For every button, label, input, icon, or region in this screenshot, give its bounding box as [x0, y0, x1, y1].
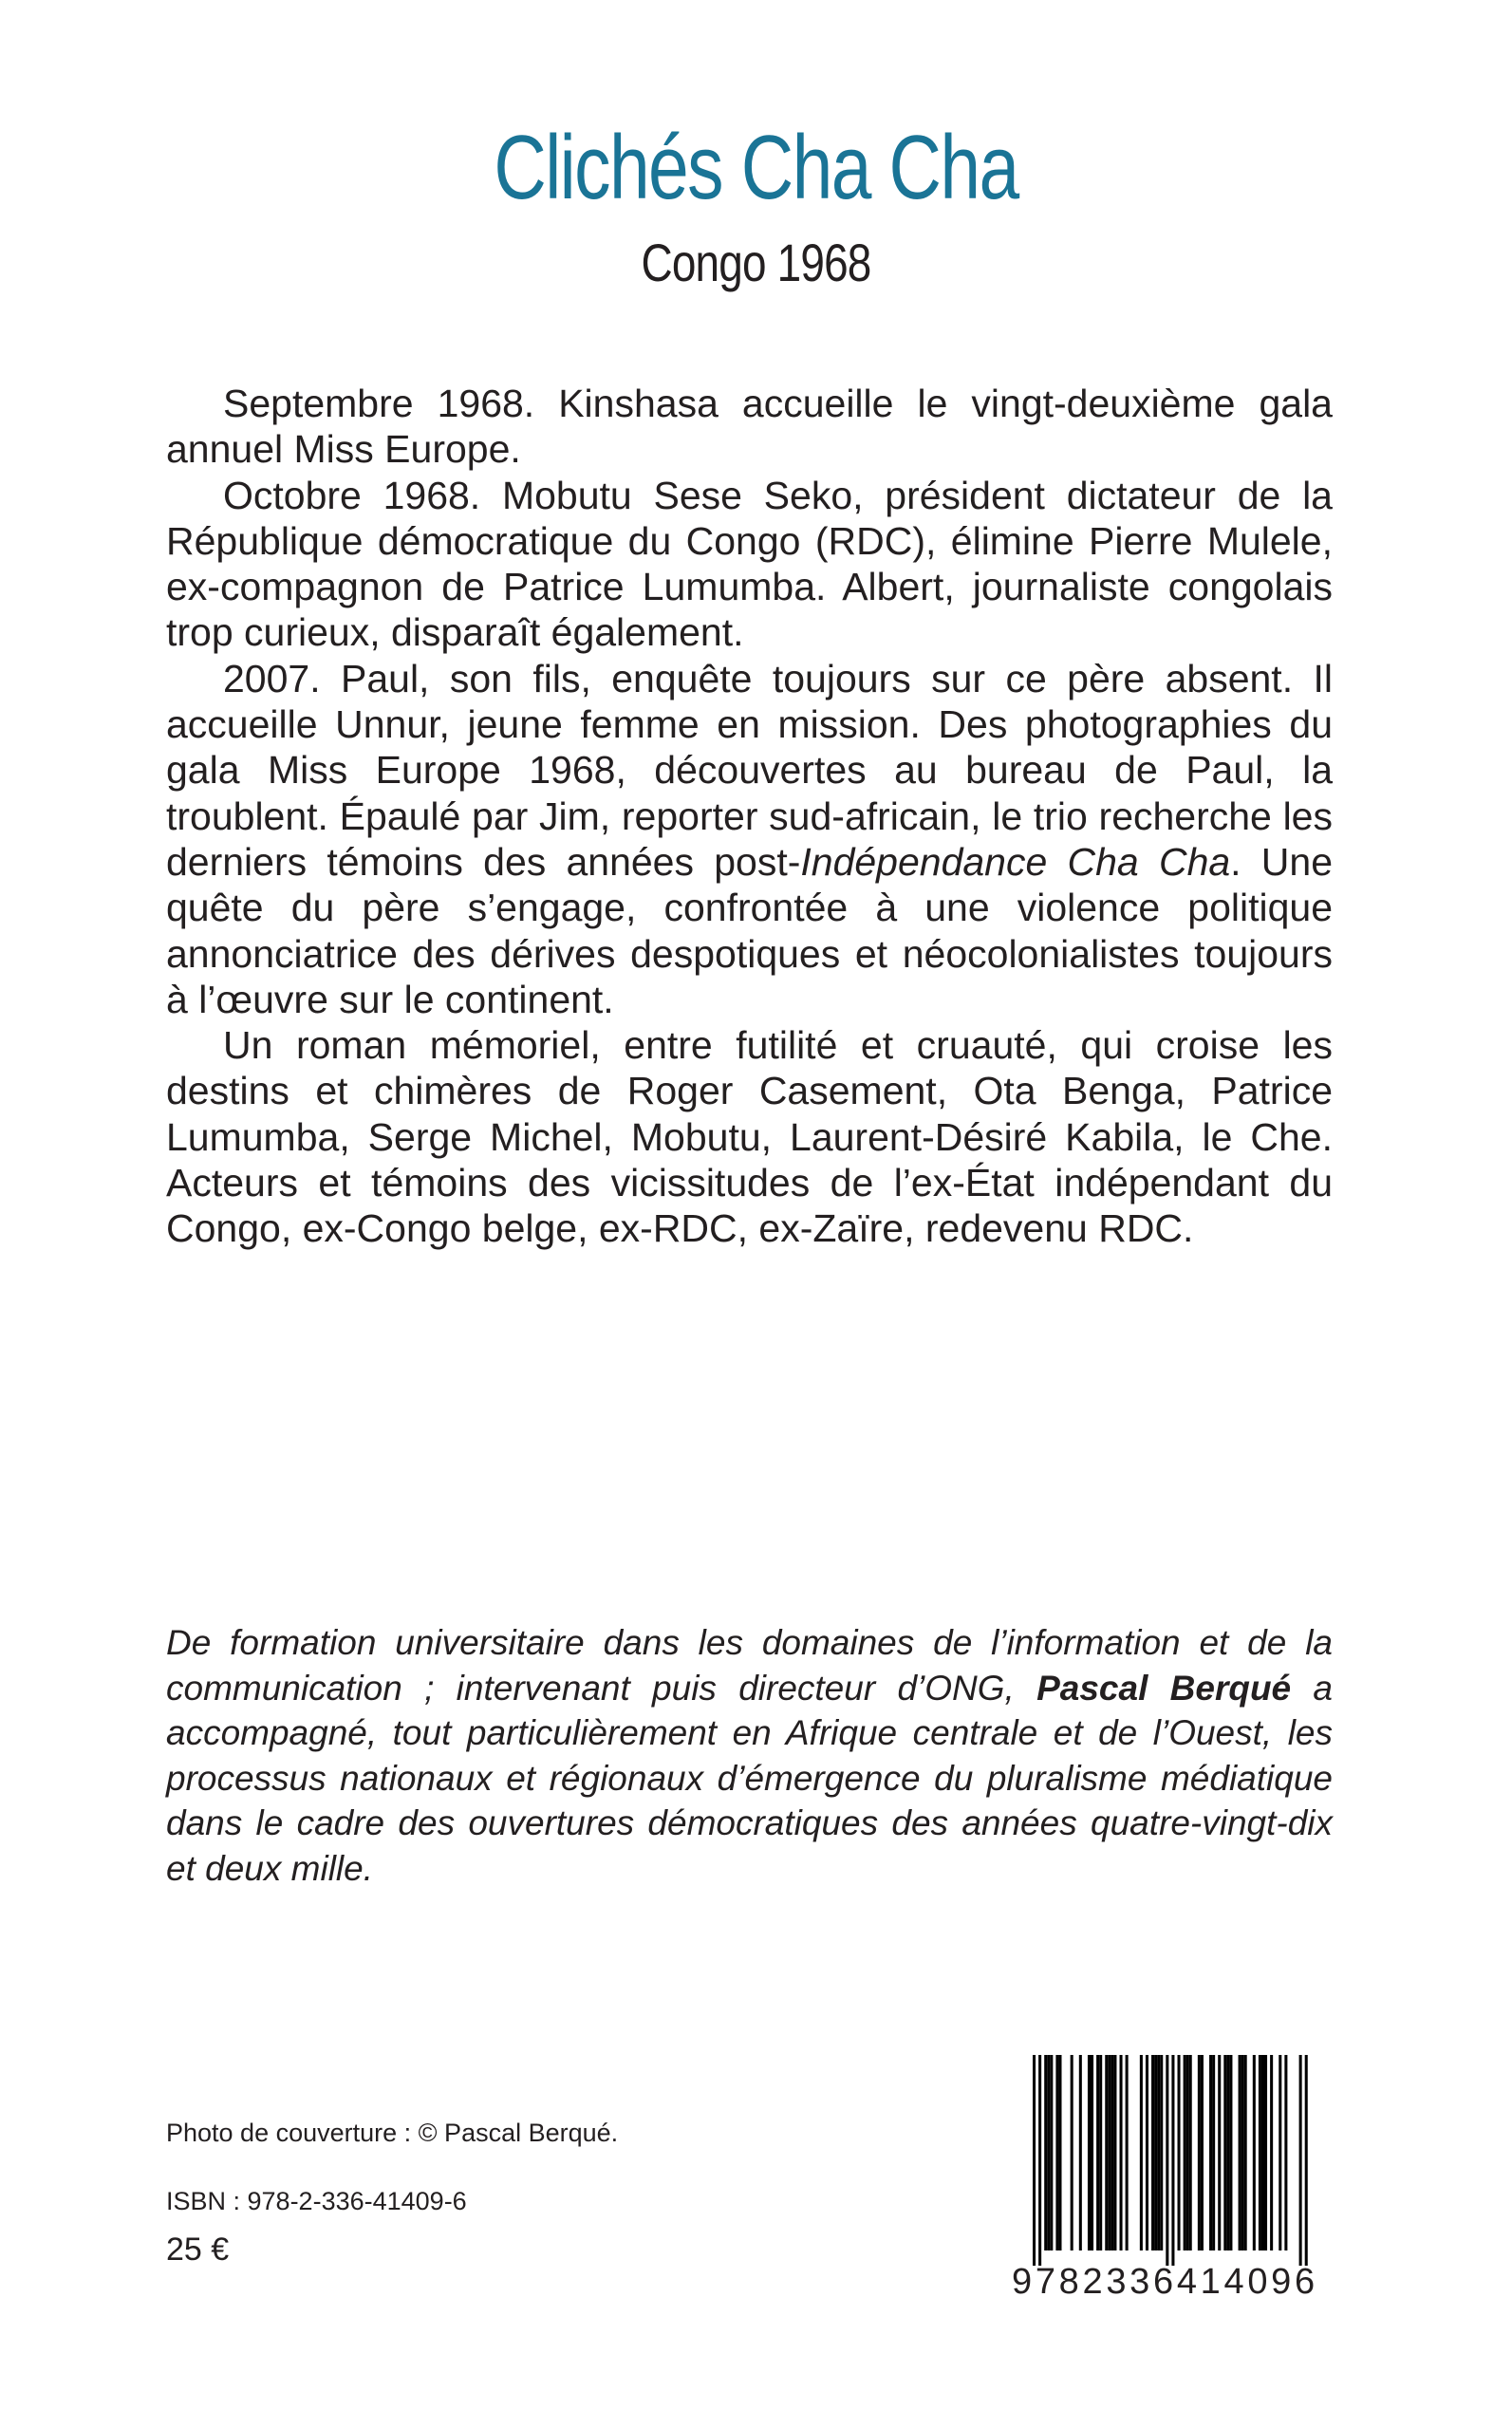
blurb-paragraph-4: Un roman mémoriel, entre futilité et cruauté, qui croise les destins et chimères de Roger Casement, Ota Benga, Patrice Lumumba, Serge Michel, Mobutu, Laurent-Désiré Kabila, le Che. Acteurs et témoins des vicissitudes de l’ex-État indépendant du Congo, ex-Congo belge, ex-RDC, ex-Zaïre, redevenu RDC.: [166, 1023, 1333, 1251]
barcode-bar: [1071, 2055, 1073, 2250]
barcode-bar: [1261, 2055, 1264, 2250]
barcode-bar: [1284, 2055, 1287, 2250]
back-cover-blurb: [166, 381, 1333, 1252]
blurb-paragraph-3-end: . Une quête du père s’engage, confrontée à une violence politique annonciatrice des dérives despotiques et néocolonialistes toujours à l’œuvre sur le continent.: [166, 839, 1334, 1021]
barcode-bar: [1160, 2055, 1163, 2250]
barcode-bar: [1055, 2055, 1058, 2250]
barcode-bar: [1157, 2055, 1160, 2250]
barcode-bar: [1171, 2055, 1174, 2266]
barcode-bar: [1108, 2055, 1111, 2250]
barcode-bars: [1012, 2055, 1323, 2266]
barcode-bar: [1212, 2055, 1215, 2250]
blurb-paragraph-1: Septembre 1968. Kinshasa accueille le vingt-deuxième gala annuel Miss Europe.: [166, 382, 1333, 472]
author-bio-start: De formation universitaire dans les domaines de l’information et de la communication ; intervenant puis directeur d’ONG,: [166, 1623, 1333, 1708]
barcode-bar: [1259, 2055, 1261, 2250]
isbn: ISBN : 978-2-336-41409-6: [166, 2187, 467, 2215]
barcode-bar: [1088, 2055, 1091, 2250]
barcode-bar: [1146, 2055, 1148, 2250]
barcode-bar: [1047, 2055, 1050, 2250]
barcode-bar: [1209, 2055, 1212, 2250]
barcode-bar: [1166, 2055, 1168, 2266]
blurb-paragraph-3: [166, 656, 1333, 1022]
book-title: Clichés Cha Cha: [494, 117, 1018, 218]
photo-credit: Photo de couverture : © Pascal Berqué.: [166, 2119, 619, 2147]
barcode-bar: [1226, 2055, 1229, 2250]
barcode-bar: [1189, 2055, 1192, 2250]
barcode-bar: [1111, 2055, 1113, 2250]
barcode-bar: [1033, 2055, 1036, 2266]
barcode-bar: [1151, 2055, 1154, 2250]
barcode-bar: [1091, 2055, 1093, 2250]
barcode-bar: [1178, 2055, 1181, 2250]
author-name: Pascal Berqué: [1036, 1668, 1292, 1708]
barcode-bar: [1099, 2055, 1102, 2250]
barcode-bar: [1186, 2055, 1189, 2250]
barcode-bar: [1218, 2055, 1221, 2250]
barcode-bar: [1239, 2055, 1241, 2250]
barcode-bar: [1223, 2055, 1226, 2250]
barcode-bar: [1244, 2055, 1247, 2250]
barcode-bar: [1229, 2055, 1232, 2250]
barcode-bar: [1198, 2055, 1201, 2250]
barcode-bar: [1079, 2055, 1082, 2250]
barcode-bar: [1279, 2055, 1281, 2250]
barcode-bar: [1126, 2055, 1129, 2250]
blurb-italic-phrase: Indépendance Cha Cha: [800, 839, 1231, 884]
barcode-bar: [1140, 2055, 1143, 2250]
barcode-bar: [1105, 2055, 1108, 2250]
author-bio-end: a accompagné, tout particulièrement en Afrique centrale et de l’Ouest, les processus nationaux et régionaux d’émergence du pluralisme médiatique dans le cadre des ouvertures démocratiques des années quatre-vingt-dix et deux mille.: [166, 1668, 1334, 1888]
author-bio: [166, 1620, 1333, 1891]
barcode-bar: [1113, 2055, 1116, 2250]
barcode-bar: [1096, 2055, 1099, 2250]
barcode-digits: 9782336414096: [1012, 2262, 1318, 2302]
barcode-bar: [1044, 2055, 1047, 2250]
barcode-bar: [1038, 2055, 1041, 2266]
barcode-bar: [1120, 2055, 1123, 2250]
book-subtitle: Congo 1968: [641, 233, 871, 292]
barcode-bar: [1253, 2055, 1256, 2250]
barcode-bar: [1305, 2055, 1308, 2266]
barcode-bar: [1264, 2055, 1267, 2250]
blurb-paragraph-3-start: 2007. Paul, son fils, enquête toujours sur ce père absent. Il accueille Unnur, jeune femme en mission. Des photographies du gala Miss Europe 1968, découvertes au bureau de Paul, la troublent. Épaulé par Jim, reporter sud-africain, le trio recherche les derniers témoins des années post-: [166, 656, 1333, 884]
barcode-bar: [1050, 2055, 1053, 2250]
isbn-barcode: [1012, 2055, 1323, 2311]
barcode-bar: [1058, 2055, 1061, 2250]
barcode-bar: [1154, 2055, 1157, 2250]
barcode-bar: [1184, 2055, 1186, 2250]
blurb-paragraph-2: Octobre 1968. Mobutu Sese Seko, président dictateur de la République démocratique du Congo (RDC), élimine Pierre Mulele, ex-compagnon de Patrice Lumumba. Albert, journaliste congolais trop curieux, disparaît également.: [166, 473, 1333, 655]
barcode-bar: [1241, 2055, 1244, 2250]
barcode-bar: [1270, 2055, 1273, 2250]
price: 25 €: [166, 2232, 230, 2268]
barcode-bar: [1299, 2055, 1302, 2266]
barcode-bar: [1201, 2055, 1204, 2250]
